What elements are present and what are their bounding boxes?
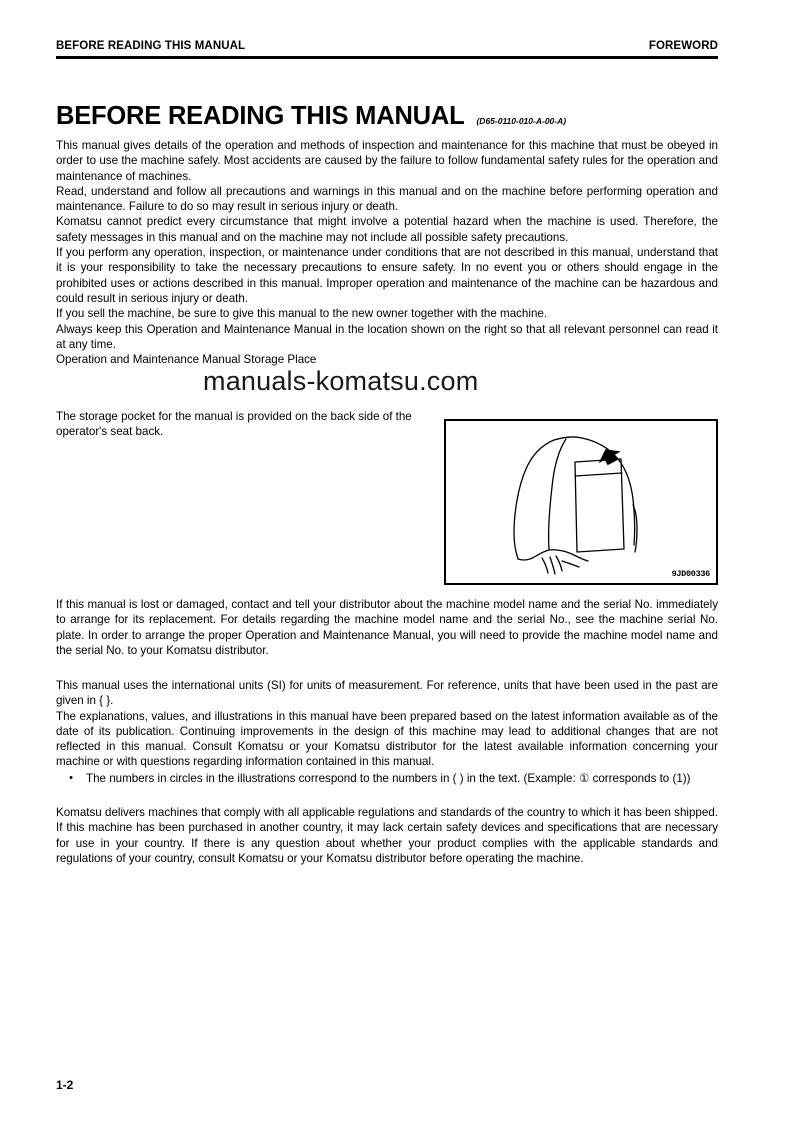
paragraph-intro-1: This manual gives details of the operation and methods of inspection and maintenance for this machine that must be obeyed in order to use the machine safely. Most accidents are caused by the failure to follow fundamental safety rules for the operation and maintenance of machines. (56, 139, 718, 183)
list-item (56, 771, 718, 786)
bullet-text: The numbers in circles in the illustrations correspond to the numbers in ( ) in the text. (Example: ① corresponds to (1)) (86, 772, 691, 785)
intro-paragraphs (56, 138, 718, 367)
running-header (56, 40, 718, 52)
paragraph-intro-6: Always keep this Operation and Maintenance Manual in the location shown on the right so that all relevant personnel can read it at any time. (56, 322, 718, 351)
paragraph-intro-4: If you perform any operation, inspection, or maintenance under conditions that are not described in this manual, understand that it is your responsibility to take the necessary precautions to ensure safety. In no event you or others should engage in the prohibited uses or actions described in this manual. Improper operation and maintenance of the machine can be hazardous and could result in serious injury or death. (56, 246, 718, 305)
bullet-marker-icon: • (69, 772, 73, 784)
running-header-left: BEFORE READING THIS MANUAL (56, 40, 246, 52)
insert-arrow-icon (596, 445, 622, 468)
storage-pocket-text: The storage pocket for the manual is provided on the back side of the operator's seat back. (56, 410, 412, 439)
paragraph-lost-1: If this manual is lost or damaged, contact and tell your distributor about the machine model name and the serial No. immediately to arrange for its replacement. For details regarding the machine model name and the serial No., see the machine serial No. plate. In order to arrange the proper Operation and Maintenance Manual, you will need to provide the machine model name and the serial No. to your Komatsu distributor. (56, 598, 718, 657)
paragraph-storage-place-heading: Operation and Maintenance Manual Storage Place (56, 353, 317, 367)
paragraph-comply-1: Komatsu delivers machines that comply with all applicable regulations and standards of the country to which it has been shipped. If this machine has been purchased in another country, it may lack certain safety devices and specifications that are necessary for use in your country. If there is any question about whether your product complies with the applicable standards and regulations of your country, consult Komatsu or your Komatsu distributor before operating the machine. (56, 806, 718, 865)
footer-page-number: 1-2 (56, 1078, 74, 1092)
watermark: manuals-komatsu.com (203, 366, 479, 396)
notes-bullet-list (56, 771, 718, 786)
page-title: BEFORE READING THIS MANUAL (56, 102, 465, 130)
paragraph-intro-2: Read, understand and follow all precautions and warnings in this manual and on the machine before performing operation and maintenance. Failure to do so may result in serious injury or death. (56, 184, 718, 214)
storage-pocket-description (56, 409, 436, 440)
lost-manual-paragraph (56, 597, 718, 658)
paragraph-units-1: This manual uses the international units (SI) for units of measurement. For reference, units that have been used in the past are given in { }. (56, 679, 718, 708)
paragraph-units-2: The explanations, values, and illustrations in this manual have been prepared based on the latest information available as of the date of its publication. Continuing improvements in the design of this machine may lead to additional changes that are not reflected in this manual. Consult Komatsu or your Komatsu distributor for the latest available information concerning your machine or with questions regarding information contained in this manual. (56, 709, 718, 769)
compliance-paragraph (56, 805, 718, 866)
document-code: (D65-0110-010-A-00-A) (476, 116, 567, 126)
units-paragraphs (56, 678, 718, 770)
paragraph-intro-5: If you sell the machine, be sure to give this manual to the new owner together with the machine. (56, 307, 548, 321)
header-rule (56, 56, 718, 59)
page-title-row (56, 102, 718, 131)
figure-seat-storage-pocket (444, 419, 718, 585)
figure-caption: 9JD00336 (671, 569, 710, 579)
paragraph-intro-3: Komatsu cannot predict every circumstance that might involve a potential hazard when the machine is used. Therefore, the safety messages in this manual and on the machine may not include all possible safety precautions. (56, 215, 718, 244)
seat-back-illustration-icon (446, 421, 716, 583)
running-header-right: FOREWORD (648, 40, 718, 52)
